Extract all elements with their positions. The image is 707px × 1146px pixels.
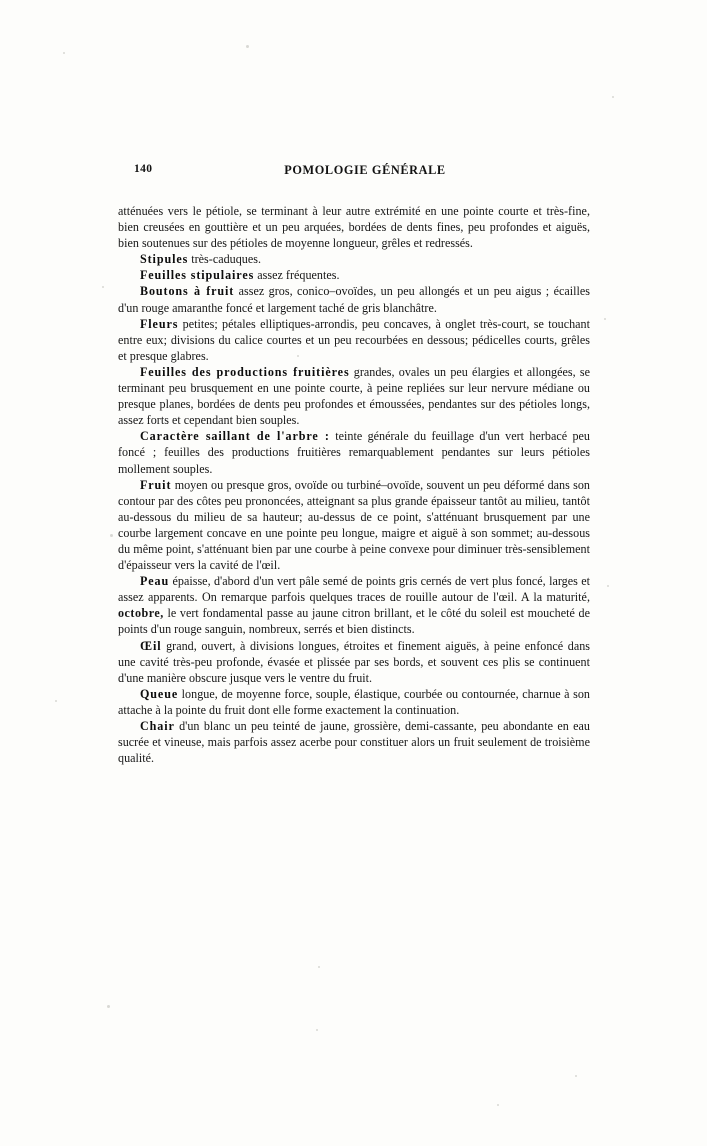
paragraph-feuilles-stipulaires — [118, 267, 590, 283]
term-chair: Chair — [140, 719, 175, 733]
paragraph-queue — [118, 686, 590, 718]
paragraph-text: moyen ou presque gros, ovoïde ou turbiné–ovoïde, souvent un peu déformé dans son contour par des côtes peu prononcées, atteignant sa plus grande épaisseur tantôt au milieu, tantôt au-dessous du milieu de sa hauteur; au-dessus de ce point, s'atténuant brusquement par une courbe largement concave en une pointe peu longue, maigre et aiguë à son sommet; au-dessous du même point, s'atténuant bien par une courbe à peine convexe pour diminuer très-sensiblement d'épaisseur vers la cavité de l'œil. — [118, 477, 590, 573]
paragraph-text: grandes, ovales un peu élargies et allongées, se terminant peu brusquement en une pointe courte, à peine repliées sur leur nervure médiane ou presque planes, bordées de dents peu profondes et émoussées, pendantes sur des pétioles longs, assez forts et cependant bien souples. — [118, 364, 590, 428]
scan-speck — [110, 534, 113, 537]
paragraph-stipules — [118, 251, 590, 267]
scan-speck — [612, 96, 614, 98]
paragraph-peau — [118, 573, 590, 637]
paragraph-text-before: épaisse, d'abord d'un vert pâle semé de points gris cernés de vert plus foncé, larges et assez apparents. On remarque parfois quelques traces de rouille autour de l'œil. A la maturité, — [118, 574, 590, 605]
scan-speck — [107, 1005, 110, 1008]
term-caractere-saillant-de-larbre: Caractère saillant de l'arbre : — [140, 429, 330, 444]
paragraph-caractere-saillant — [118, 428, 590, 476]
paragraph-text: longue, de moyenne force, souple, élastique, courbée ou contournée, charnue à son attache à la pointe du fruit dont elle forme exactement la continuation. — [118, 686, 590, 717]
term-stipules: Stipules — [140, 252, 189, 267]
paragraph-text: petites; pétales elliptiques-arrondis, peu concaves, à onglet très-court, se touchant entre eux; divisions du calice courtes et un peu recourbées en dessous; pédicelles courts, grêles et presque glabres. — [118, 316, 590, 363]
term-feuilles-des-productions-fruitieres: Feuilles des productions fruitières — [140, 364, 350, 379]
scan-speck — [63, 52, 65, 54]
paragraph-text: teinte générale du feuillage d'un vert herbacé peu foncé ; feuilles des productions fruitières remarquablement pendantes sur leurs pétioles mollement souples. — [118, 429, 590, 476]
paragraph-text: atténuées vers le pétiole, se terminant à leur autre extrémité en une pointe courte et très-fine, bien creusées en gouttière et un peu arquées, bordées de dents fines, peu profondes et aiguës, bien soutenues sur des pétioles de moyenne longueur, grêles et redressés. — [118, 204, 590, 251]
paragraph-feuilles-suite — [118, 203, 590, 251]
scan-speck — [55, 700, 57, 702]
paragraph-fleurs — [118, 316, 590, 364]
term-boutons-a-fruit: Boutons à fruit — [140, 284, 235, 299]
maturity-month: octobre, — [118, 606, 164, 621]
page-title: POMOLOGIE GÉNÉRALE — [284, 163, 446, 177]
term-feuilles-stipulaires: Feuilles stipulaires — [140, 268, 255, 283]
term-oeil: Œil — [140, 638, 162, 653]
scan-speck — [607, 585, 609, 587]
term-queue: Queue — [140, 686, 179, 701]
paragraph-oeil — [118, 638, 590, 686]
paragraph-fruit — [118, 477, 590, 574]
scan-speck — [575, 1075, 577, 1077]
paragraph-text: très-caduques. — [188, 252, 262, 267]
scan-speck — [316, 1029, 318, 1031]
paragraph-text: grand, ouvert, à divisions longues, étroites et finement aiguës, à peine enfoncé dans une cavité très-peu profonde, évasée et plissée par ses bords, et souvent ces plis se continuent d'une manière obscure jusque vers le ventre du fruit. — [118, 638, 590, 685]
paragraph-text-after: le vert fondamental passe au jaune citron brillant, et le côté du soleil est moucheté de points d'un rouge sanguin, nombreux, serrés et bien distincts. — [118, 606, 590, 637]
term-fruit: Fruit — [140, 477, 172, 492]
running-head — [118, 163, 590, 185]
scan-speck — [318, 966, 320, 968]
paragraph-text: assez fréquentes. — [254, 268, 340, 283]
scan-speck — [497, 1104, 499, 1106]
page-text-block — [118, 163, 590, 766]
term-peau: Peau — [140, 574, 170, 589]
scan-speck — [604, 318, 606, 320]
scan-speck — [102, 286, 104, 288]
paragraph-text: assez gros, conico–ovoïdes, un peu allongés et un peu aigus ; écailles d'un rouge amaranthe foncé et largement taché de gris blanchâtre. — [118, 284, 590, 315]
scan-speck — [246, 45, 249, 48]
paragraph-text: d'un blanc un peu teinté de jaune, grossière, demi-cassante, peu abondante en eau sucrée et vineuse, mais parfois assez acerbe pour constituer alors un fruit seulement de troisième qualité. — [118, 719, 590, 766]
paragraph-boutons-a-fruit — [118, 283, 590, 315]
term-fleurs: Fleurs — [140, 316, 179, 331]
paragraph-feuilles-productions-fruitieres — [118, 364, 590, 428]
page-number: 140 — [134, 163, 153, 175]
paragraph-chair — [118, 718, 590, 766]
